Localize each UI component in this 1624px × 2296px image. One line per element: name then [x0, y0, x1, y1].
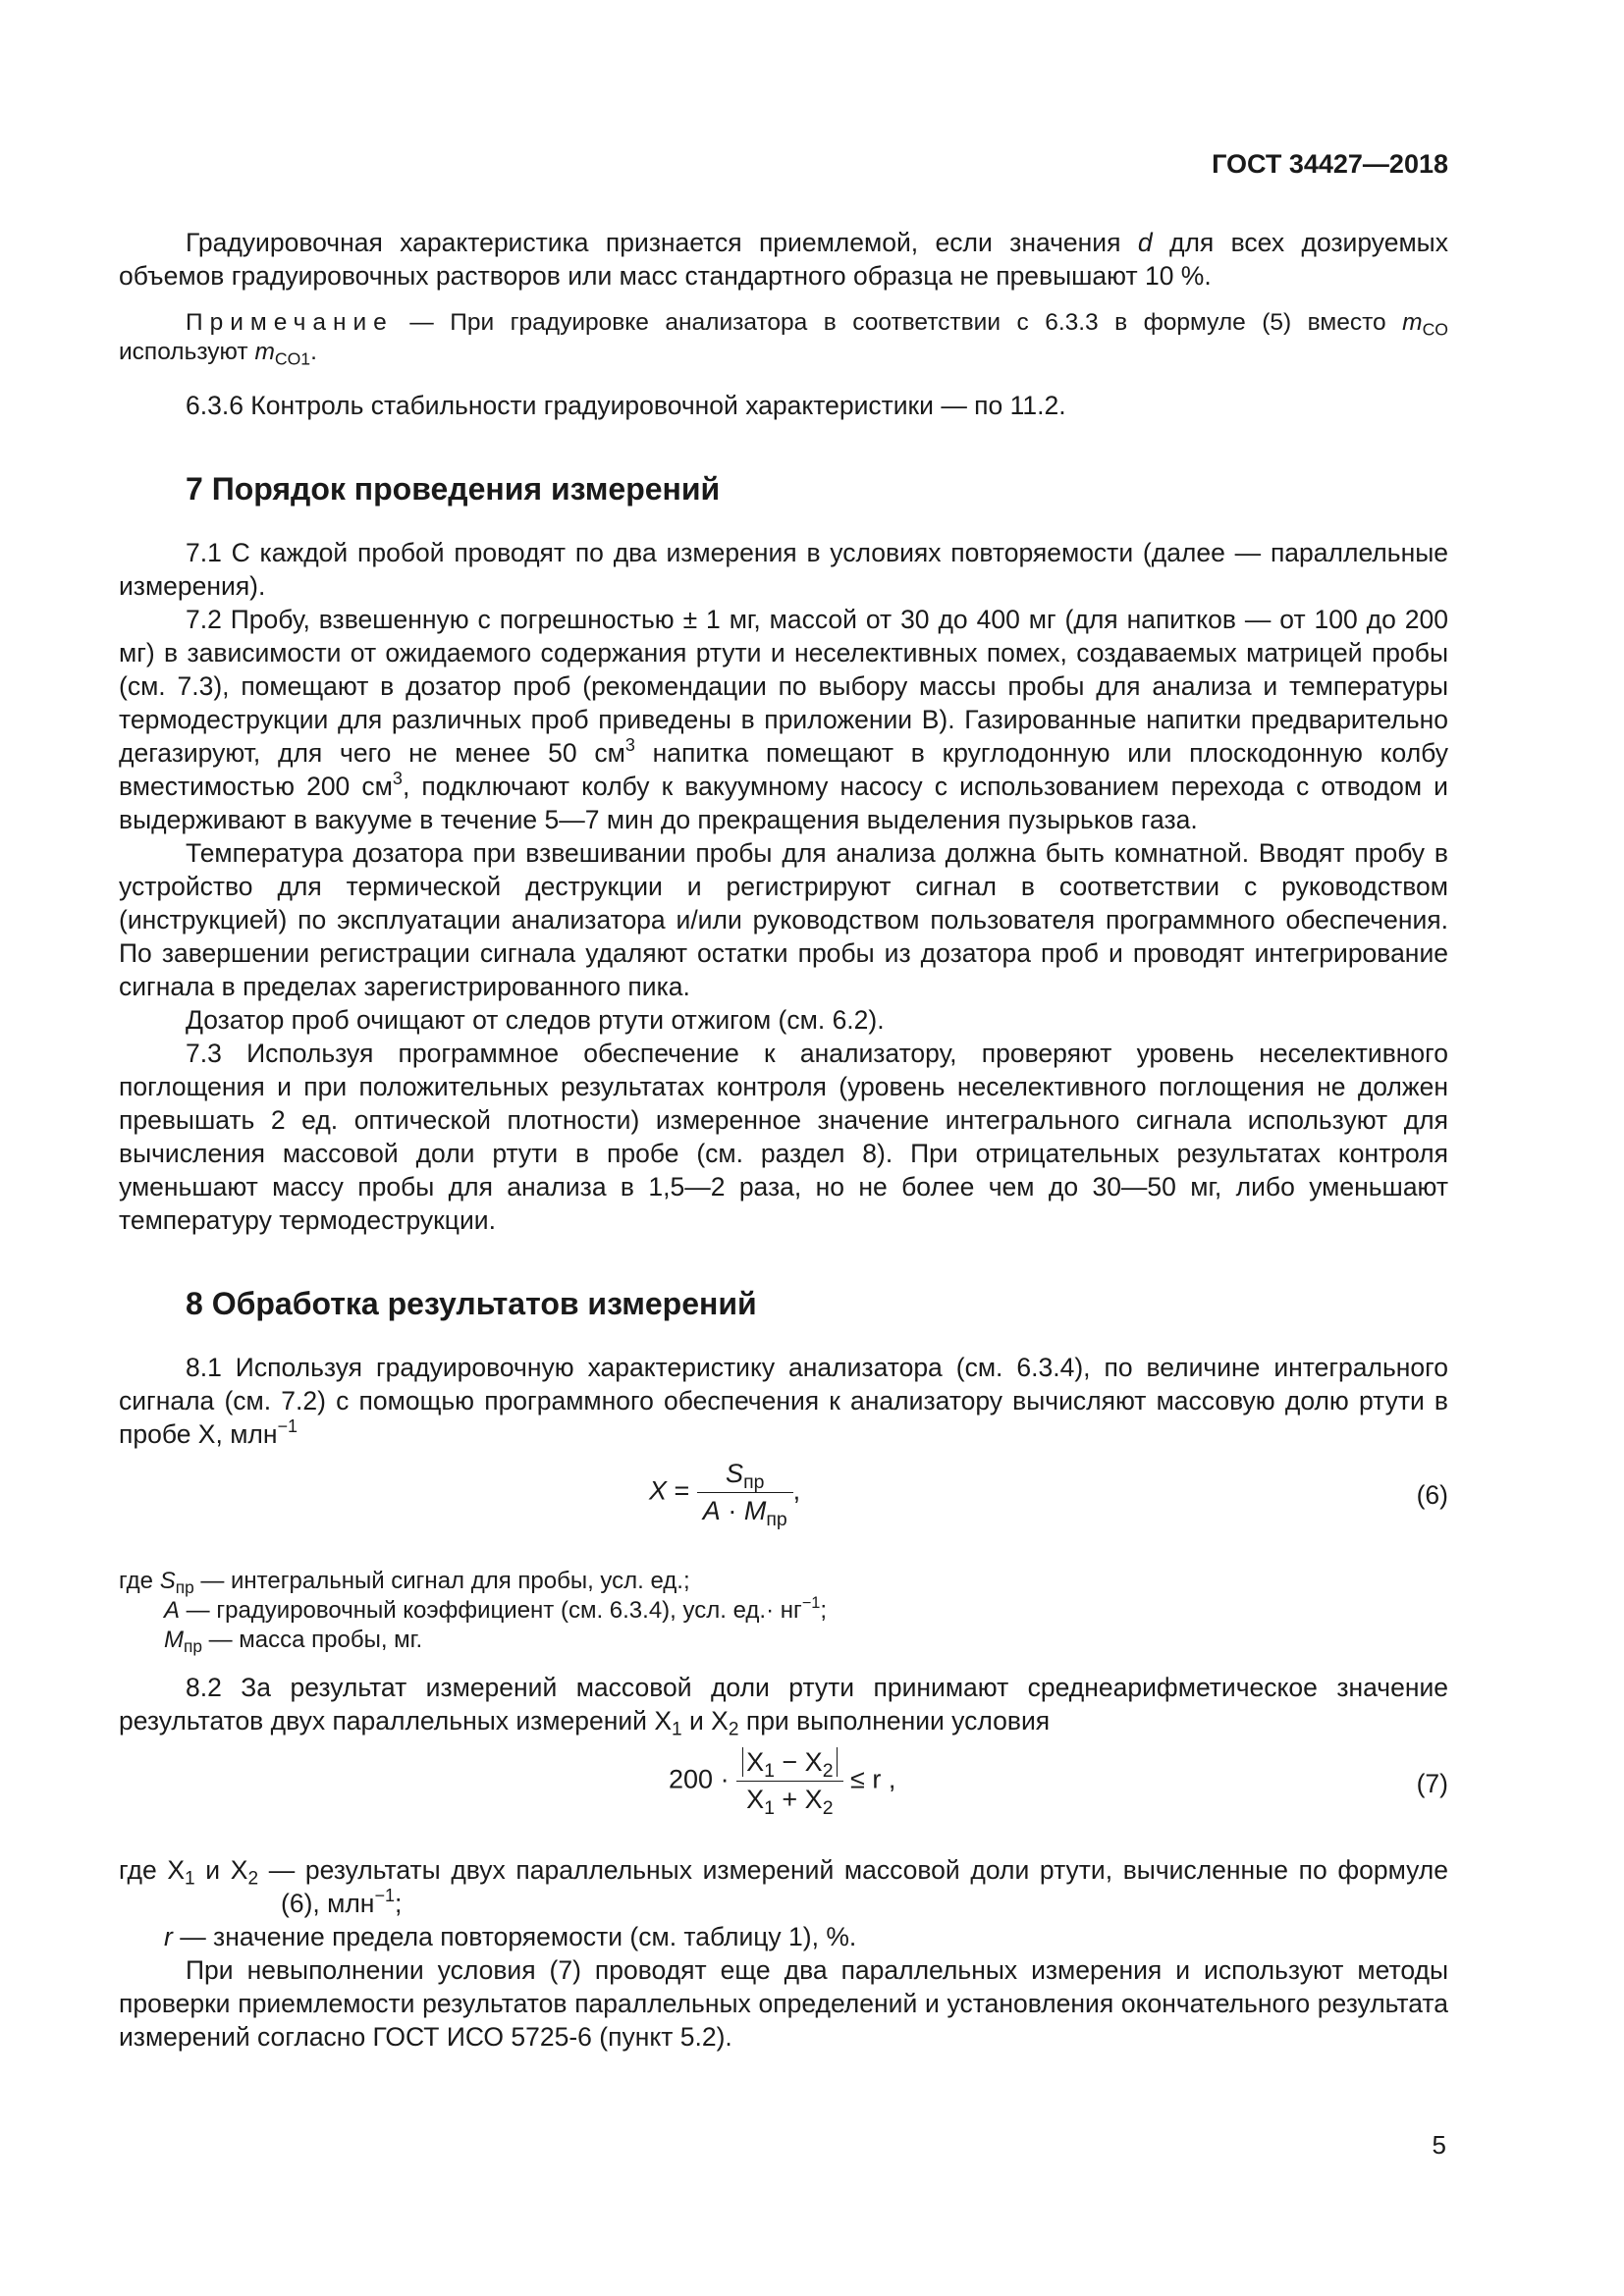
paragraph-7-1: 7.1 С каждой пробой проводят по два измерения в условиях повторяемости (далее — параллельные измерения).	[119, 538, 1448, 601]
page-number: 5	[1432, 2130, 1446, 2160]
formula-7-number: (7)	[1416, 1769, 1448, 1798]
formula-6-fraction: $\frac{S_{пр}}{A \cdot M_{пр}}$	[697, 1459, 793, 1526]
note-paragraph: Примечание — При градуировке анализатора в соответствии с 6.3.3 в формуле (5) вместо $m_{CO}$ используют $m_{CO1}$.	[119, 309, 1448, 369]
paragraph-7-3: 7.3 Используя программное обеспечение к анализатору, проверяют уровень неселективного поглощения и при положительных результатах контроля (уровень неселективного поглощения не должен превышать 2 ед. оптической плотности) измеренное значение интегрального сигнала используют для вычисления массовой доли ртути в пробе (см. раздел 8). При отрицательных результатах контроля уменьшают массу пробы для анализа в 1,5—2 раза, но не более чем до 30—50 мг, либо уменьшают температуру термодеструкции.	[119, 1039, 1448, 1235]
legend-r: r — значение предела повторяемости (см. таблицу 1), %.	[164, 1922, 857, 1951]
formula-7-expression: 200 · $\frac{X_1 - X_2}{X_1 + X_2}$ ≤ r ,	[669, 1747, 896, 1819]
legend-x1-x2: где $X_1$ и $X_2$ — результаты двух параллельных измерений массовой доли ртути, вычисленные по формуле (6), млн$^{-1}$;	[119, 1855, 1449, 1918]
legend-s-pr: где $S_{пр}$ — интегральный сигнал для пробы, усл. ед.;	[119, 1568, 690, 1598]
paragraph-6-3-6: 6.3.6 Контроль стабильности градуировочной характеристики — по 11.2.	[186, 391, 1066, 420]
paragraph-8-1: 8.1 Используя градуировочную характеристику анализатора (см. 6.3.4), по величине интегрального сигнала (см. 7.2) с помощью программного обеспечения к анализатору вычисляют массовую долю ртути в пробе X, млн$^{-1}$	[119, 1353, 1448, 1449]
formula-6	[119, 1451, 1448, 1567]
section-8-heading: 8 Обработка результатов измерений	[186, 1286, 757, 1321]
paragraph-repeat-measurements: При невыполнении условия (7) проводят еще два параллельных измерения и используют методы проверки приемлемости результатов параллельных определений и установления окончательного результата измерений согласно ГОСТ ИСО 5725-6 (пункт 5.2).	[119, 1955, 1448, 2052]
paragraph-calibration-acceptance: Градуировочная характеристика признается приемлемой, если значения d для всех дозируемых объемов градуировочных растворов или масс стандартного образца не превышают 10 %.	[119, 228, 1448, 291]
formula-7-legend	[119, 1853, 1448, 1953]
formula-7-fraction: $\frac{X_1 - X_2}{X_1 + X_2}$	[736, 1747, 842, 1815]
page-content	[119, 226, 1448, 2054]
legend-a: A — градуировочный коэффициент (см. 6.3.4), усл. $ед.\cdot нг^{-1}$;	[164, 1593, 828, 1624]
section-7-heading: 7 Порядок проведения измерений	[186, 471, 721, 507]
note-label: Примечание	[186, 309, 394, 336]
paragraph-7-2: 7.2 Пробу, взвешенную с погрешностью ± 1 мг, массой от 30 до 400 мг (для напитков — от 100 до 200 мг) в зависимости от ожидаемого содержания ртути и неселективных помех, создаваемых матрицей пробы (см. 7.3), помещают в дозатор проб (рекомендации по выбору массы пробы для анализа и температуры термодеструкции для различных проб приведены в приложении В). Газированные напитки предварительно дегазируют, для чего не менее 50 $см^3$ напитка помещают в круглодонную или плоскодонную колбу вместимостью 200 $см^3$, подключают колбу к вакуумному насосу с использованием перехода с отводом и выдерживают в вакууме в течение 5—7 мин до прекращения выделения пузырьков газа.	[119, 605, 1448, 834]
formula-6-legend	[119, 1567, 1448, 1655]
paragraph-dispenser-temperature: Температура дозатора при взвешивании пробы для анализа должна быть комнатной. Вводят пробу в устройство для термической деструкции и регистрируют сигнал в соответствии с руководством (инструкцией) по эксплуатации анализатора и/или руководством пользователя программного обеспечения. По завершении регистрации сигнала удаляют остатки пробы из дозатора проб и проводят интегрирование сигнала в пределах зарегистрированного пика.	[119, 838, 1448, 1001]
paragraph-dispenser-cleaning: Дозатор проб очищают от следов ртути отжигом (см. 6.2).	[186, 1005, 885, 1035]
formula-7	[119, 1737, 1448, 1853]
formula-6-expression: X = $\frac{S_{пр}}{A \cdot M_{пр}}$ ,	[649, 1459, 801, 1530]
paragraph-8-2: 8.2 За результат измерений массовой доли ртути принимают среднеарифметическое значение результатов двух параллельных измерений $X_1$ и $X_2$ при выполнении условия	[119, 1673, 1448, 1740]
formula-6-number: (6)	[1416, 1480, 1448, 1510]
document-header: ГОСТ 34427—2018	[1212, 149, 1448, 179]
legend-m-pr: $M_{пр}$ — масса пробы, мг.	[164, 1627, 423, 1657]
